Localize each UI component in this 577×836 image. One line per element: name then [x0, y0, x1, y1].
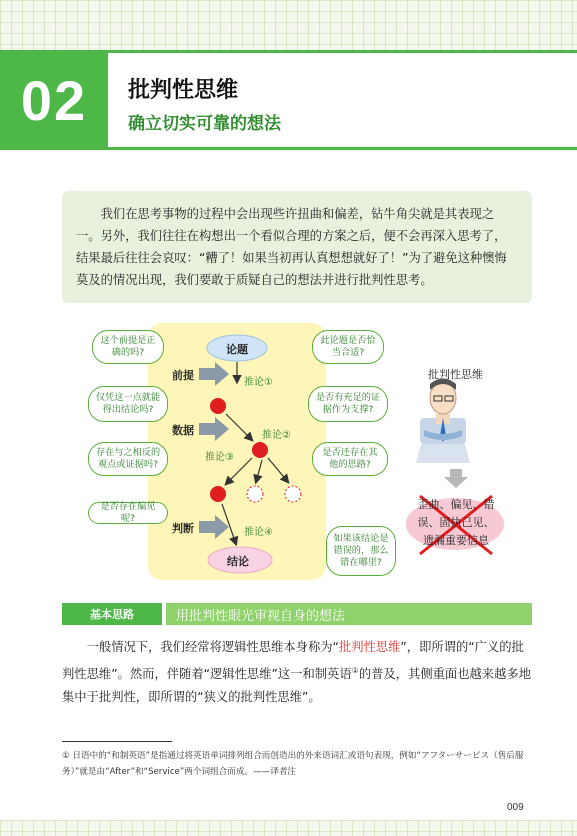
inference-3-label: 推论③	[205, 452, 234, 463]
body-text-1: 一般情况下，我们经常将逻辑性思维本身称为“	[86, 640, 339, 654]
page-number: 009	[507, 802, 524, 813]
body-paragraph	[62, 636, 534, 709]
node-alt-1	[247, 486, 263, 502]
node-alt-2	[285, 486, 301, 502]
footnote: ① 日语中的“和制英语”是指通过将英语单词排列组合而创造出的外来语词汇或语句表现，例如“アフターサービス（售后服务）”就是由“After”和“Service”两个词组合而成。——译者注	[62, 751, 524, 777]
bubble-enough-evidence: 仅凭这一点就能得出结论吗?	[88, 386, 168, 422]
chapter-subtitle: 确立切实可靠的想法	[128, 114, 281, 134]
critical-thinking-diagram	[0, 318, 577, 586]
top-grid-pattern	[0, 0, 577, 50]
inference-2-label: 推论②	[262, 430, 291, 441]
footnote-divider	[62, 741, 172, 742]
topic-label: 论题	[226, 343, 248, 356]
data-label: 数据	[172, 424, 194, 437]
intro-paragraph: 我们在思考事物的过程中会出现些许扭曲和偏差，钻牛角尖就是其表现之一。另外，我们往往在构想出一个看似合理的方案之后，便不会再深入思考了，结果最后往往会哀叹：“糟了！如果当初再认真想想就好了！”为了避免这种懊悔莫及的情况出现，我们要敢于质疑自己的想法并进行批判性思考。	[62, 191, 532, 303]
inference-4-label: 推论④	[244, 527, 273, 538]
thinker-label: 批判性思维	[428, 368, 483, 381]
node-2	[252, 442, 268, 458]
premise-arrow	[199, 368, 215, 380]
bubble-premise-correct: 这个前提是正确的吗?	[92, 330, 164, 364]
yellow-panel	[148, 323, 326, 580]
bubble-topic-appropriate: 此论题是否恰当合适?	[312, 330, 384, 364]
node-3	[210, 486, 226, 502]
premise-label: 前提	[172, 369, 194, 382]
bubble-opposite-view: 存在与之相反的观点或证据吗?	[88, 442, 168, 476]
chapter-title: 批判性思维	[128, 78, 239, 103]
bubble-where-wrong: 如果该结论是错误的，那么错在哪里?	[326, 526, 396, 576]
section-tag: 基本思路	[62, 603, 162, 625]
conclusion-label: 结论	[227, 555, 249, 568]
judgment-label: 判断	[172, 522, 194, 535]
crossed-out-pitfalls: 歪曲、偏见、错误、固执己见、遗漏重要信息	[417, 498, 495, 547]
bubble-other-ideas: 是否还存在其他的思路?	[312, 442, 388, 476]
judgment-arrow	[199, 521, 215, 533]
data-arrow	[199, 423, 215, 435]
bubble-bias: 是否存在偏见呢?	[88, 502, 168, 524]
section-bar	[62, 603, 532, 625]
chapter-header	[0, 50, 577, 150]
body-text-3: 的普及，其侧重面也越来越多地集中于批判性，即所谓的“狭义的批判性思维”。	[62, 667, 531, 705]
section-title: 用批判性眼光审视自身的想法	[166, 603, 532, 625]
bubble-sufficient-evidence: 是否有充足的证据作为支撑?	[308, 386, 388, 422]
highlight-critical-thinking: 批判性思维	[338, 640, 401, 654]
chapter-number: 02	[0, 53, 108, 147]
inference-1-label: 推论①	[244, 377, 273, 388]
footnote-marker: ①	[351, 666, 359, 675]
node-1	[210, 398, 226, 414]
thinker-figure	[416, 379, 470, 464]
body-text-2: ”，即所谓的“广义的批判性思维”。然而，伴随着“逻辑性思维”这一和制英语	[62, 640, 524, 682]
bottom-grid-pattern	[0, 820, 577, 836]
